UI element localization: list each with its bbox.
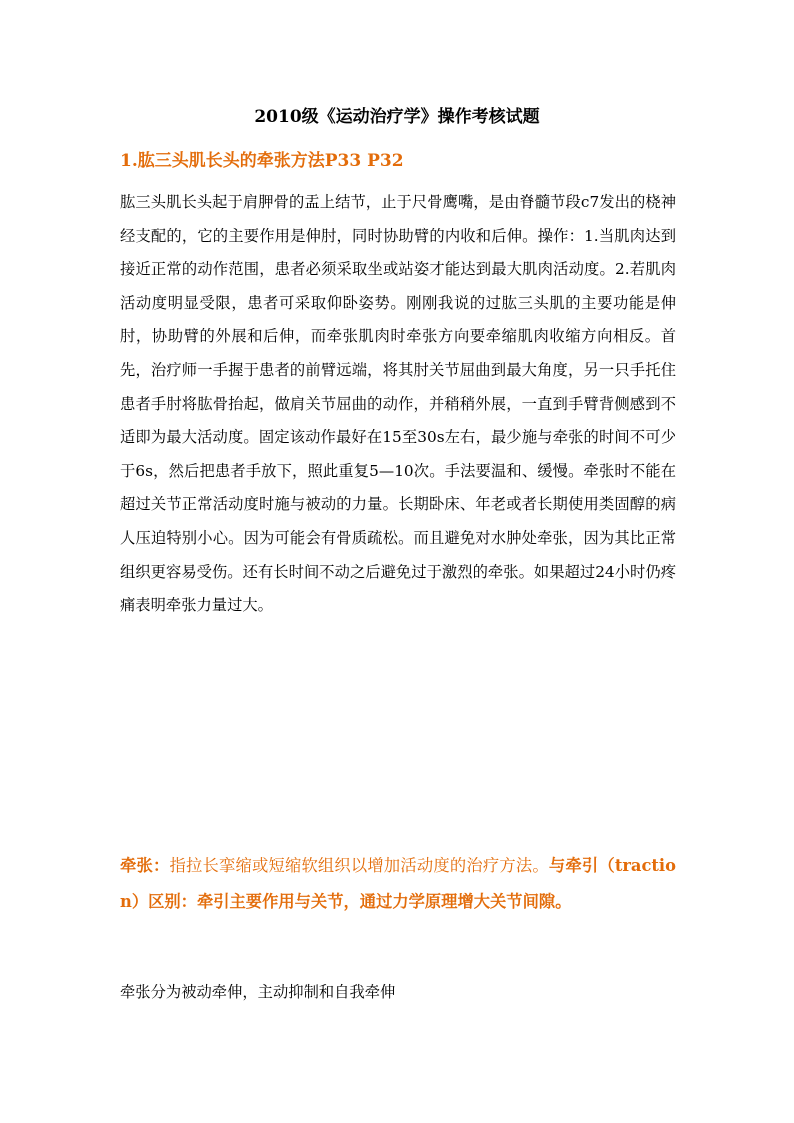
- section-heading: 1.肱三头肌长头的牵张方法P33 P32: [120, 151, 404, 171]
- definition-term: 牵张：: [120, 856, 170, 875]
- document-title: 2010级《运动治疗学》操作考核试题: [254, 107, 540, 127]
- definition-text: 指拉长挛缩或短缩软组织以增加活动度的治疗方法。: [169, 856, 549, 875]
- stretch-types-line: 牵张分为被动牵伸，主动抑制和自我牵伸: [120, 983, 396, 1001]
- definition-comparison: 与牵引（traction）区别：牵引主要作用与关节，通过力学原理增大关节间隙。: [120, 856, 676, 911]
- definition-paragraph: [120, 848, 676, 920]
- body-paragraph: 肱三头肌长头起于肩胛骨的盂上结节，止于尺骨鹰嘴，是由脊髓节段c7发出的桡神经支配的，它的主要作用是伸肘，同时协助臂的内收和后伸。操作：1.当肌肉达到接近正常的动作范围，患者必须采取坐或站姿才能达到最大肌肉活动度。2.若肌肉活动度明显受限，患者可采取仰卧姿势。刚刚我说的过肱三头肌的主要功能是伸肘，协助臂的外展和后伸，而牵张肌肉时牵张方向要牵缩肌肉收缩方向相反。首先，治疗师一手握于患者的前臂远端，将其肘关节屈曲到最大角度，另一只手托住患者手肘将肱骨抬起，做肩关节屈曲的动作，并稍稍外展，一直到手臂背侧感到不适即为最大活动度。固定该动作最好在15至30s左右，最少施与牵张的时间不可少于6s，然后把患者手放下，照此重复5—10次。手法要温和、缓慢。牵张时不能在超过关节正常活动度时施与被动的力量。长期卧床、年老或者长期使用类固醇的病人压迫特别小心。因为可能会有骨质疏松。而且避免对水肿处牵张，因为其比正常组织更容易受伤。还有长时间不动之后避免过于激烈的牵张。如果超过24小时仍疼痛表明牵张力量过大。: [120, 193, 676, 615]
